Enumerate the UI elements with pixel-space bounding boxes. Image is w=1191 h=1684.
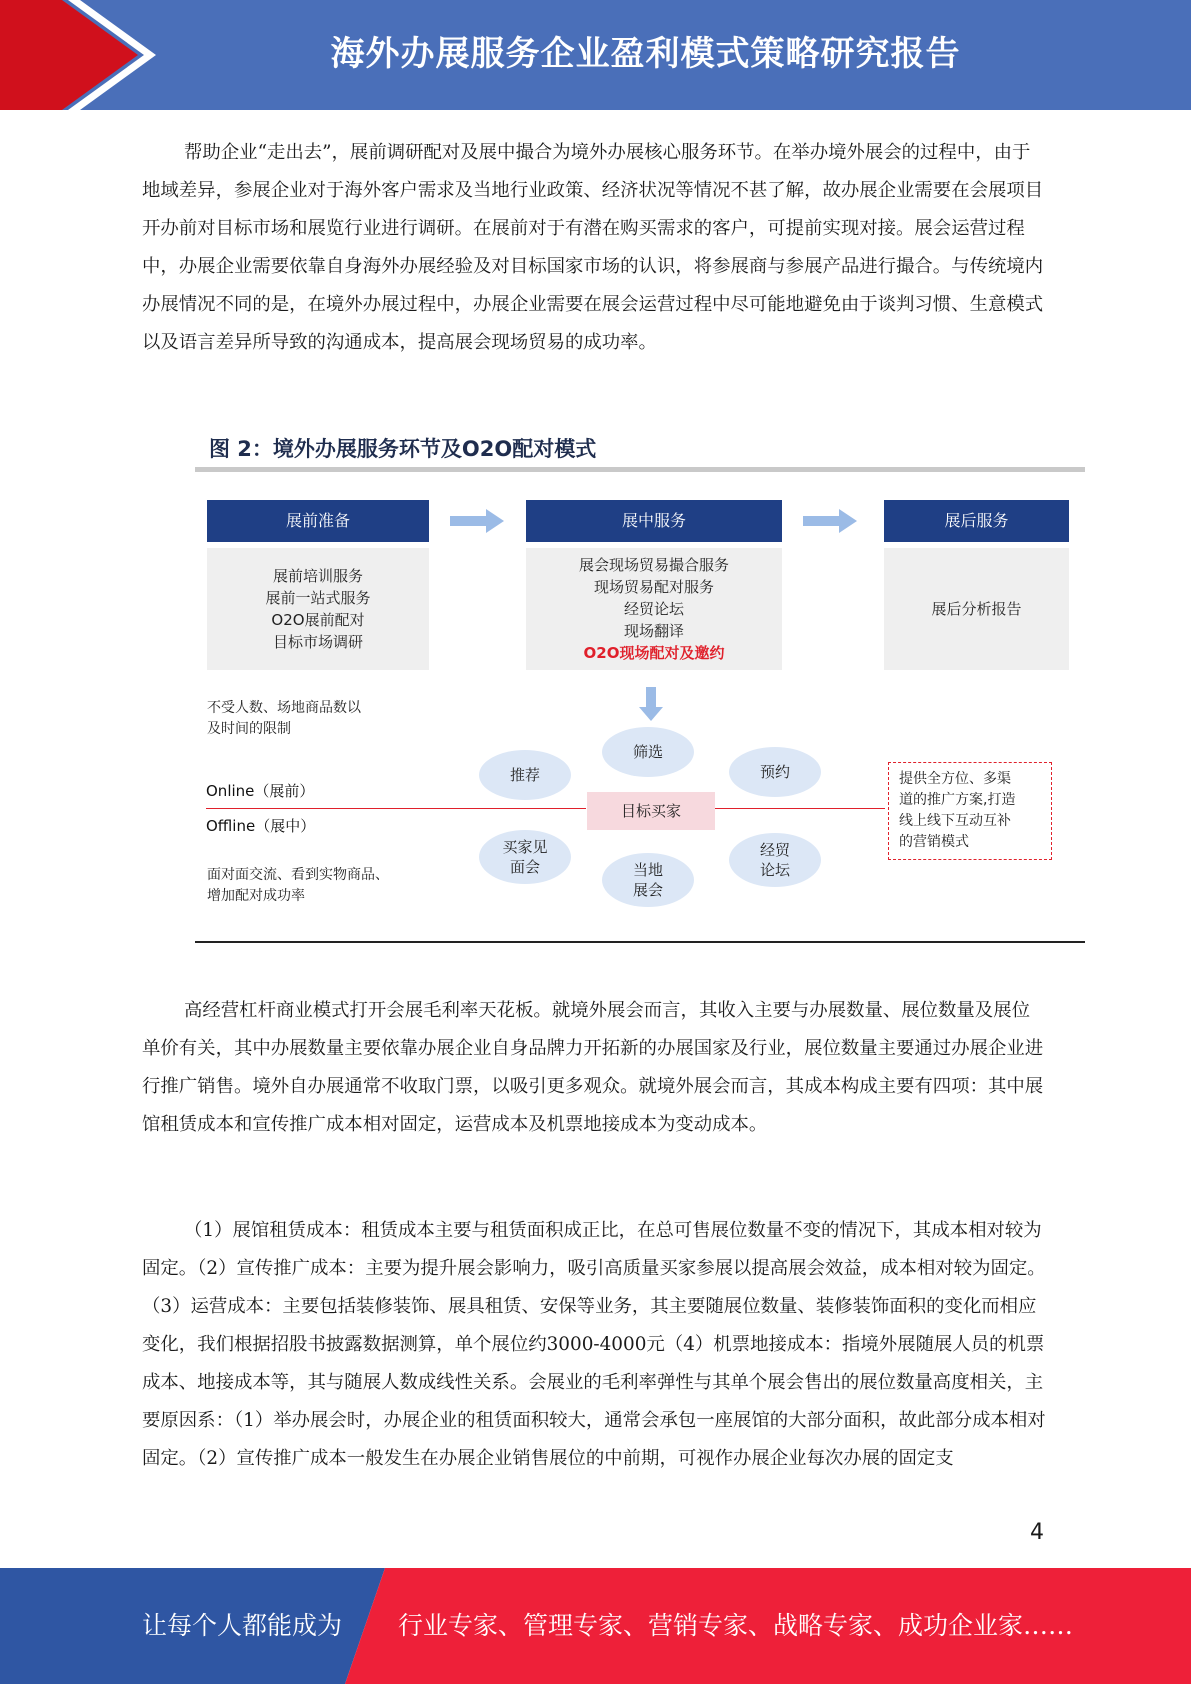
body-paragraph-1: 帮助企业“走出去”，展前调研配对及展中撮合为境外办展核心服务环节。在举办境外展会的过程中，由于地域差异，参展企业对于海外客户需求及当地行业政策、经济状况等情况不甚了解，故办展企业需要在会展项目开办前对目标市场和展览行业进行调研。在展前对于有潜在购买需求的客户，可提前实现对接。展会运营过程中，办展企业需要依靠自身海外办展经验及对目标国家市场的认识，将参展商与参展产品进行撮合。与传统境内办展情况不同的是，在境外办展过程中，办展企业需要在展会运营过程中尽可能地避免由于谈判习惯、生意模式以及语言差异所导致的沟通成本，提高展会现场贸易的成功率。 [142, 142, 1044, 353]
stage-in-show-box [526, 548, 782, 670]
stage-item: 现场贸易配对服务 [593, 578, 714, 596]
body-paragraph-2: 高经营杠杆商业模式打开会展毛利率天花板。就境外展会而言，其收入主要与办展数量、展位数量及展位单价有关，其中办展数量主要依靠办展企业自身品牌力开拓新的办展国家及行业，展位数量主要通过办展企业进行推广销售。境外自办展通常不收取门票，以吸引更多观众。就境外展会而言，其成本构成主要有四项：其中展馆租赁成本和宣传推广成本相对固定，运营成本及机票地接成本为变动成本。 [142, 1000, 1044, 1135]
page-header [0, 0, 1191, 110]
online-label: Online（展前） [206, 782, 315, 800]
stage-item-highlight: O2O现场配对及邀约 [583, 644, 725, 662]
body-paragraph-3: （1）展馆租赁成本：租赁成本主要与租赁面积成正比，在总可售展位数量不变的情况下，其成本相对较为固定。（2）宣传推广成本：主要为提升展会影响力，吸引高质量买家参展以提高展会效益，成本相对较为固定。（3）运营成本：主要包括装修装饰、展具租赁、安保等业务，其主要随展位数量、装修装饰面积的变化而相应变化，我们根据招股书披露数据测算，单个展位约3000-4000元（4）机票地接成本：指境外展随展人员的机票成本、地接成本等，其与随展人数成线性关系。会展业的毛利率弹性与其单个展会售出的展位数量高度相关，主要原因系：（1）举办展会时，办展企业的租赁面积较大，通常会承包一座展馆的大部分面积，故此部分成本相对固定。（2）宣传推广成本一般发生在办展企业销售展位的中前期，可视作办展企业每次办展的固定支 [142, 1220, 1046, 1469]
offline-label: Offline（展中） [206, 817, 316, 835]
target-buyer: 目标买家 [587, 792, 715, 830]
stage-post-show-box [884, 548, 1069, 670]
bubble-appointment: 预约 [729, 747, 821, 797]
stage-item: O2O展前配对 [271, 611, 365, 629]
figure-title: 图 2：境外办展服务环节及O2O配对模式 [209, 437, 597, 461]
arrow-right-icon [803, 509, 857, 533]
divider-line-right [715, 808, 885, 809]
bubble-buyer-meeting: 买家见 面会 [479, 830, 571, 884]
figure-top-rule [195, 467, 1085, 472]
bubble-recommend: 推荐 [479, 750, 571, 800]
offline-note: 面对面交流、看到实物商品、 增加配对成功率 [207, 867, 389, 904]
stage-item: 展后分析报告 [931, 600, 1022, 618]
stage-post-show-head: 展后服务 [884, 500, 1069, 542]
stage-pre-show-box [207, 548, 429, 670]
figure-service-o2o-model [195, 425, 1085, 945]
stage-in-show-head: 展中服务 [526, 500, 782, 542]
figure-bottom-rule [195, 941, 1085, 943]
stage-item: 展会现场贸易撮合服务 [578, 556, 729, 574]
marketing-note-box: 提供全方位、多渠 道的推广方案,打造 线上线下互动互补 的营销模式 [888, 762, 1052, 860]
stage-item: 展前培训服务 [272, 567, 363, 585]
stage-pre-show-head: 展前准备 [207, 500, 429, 542]
footer-slogan-left: 让每个人都能成为 [142, 1611, 343, 1640]
stage-item: 现场翻译 [623, 622, 684, 640]
bubble-trade-forum: 经贸 论坛 [729, 833, 821, 887]
stage-item: 经贸论坛 [623, 600, 684, 618]
arrow-down-icon [639, 687, 663, 721]
stage-item: 展前一站式服务 [265, 589, 371, 607]
stage-item: 目标市场调研 [272, 633, 363, 651]
bubble-screen: 筛选 [602, 727, 694, 777]
divider-line-left [206, 808, 586, 809]
footer-slogan-right: 行业专家、管理专家、营销专家、战略专家、成功企业家…… [398, 1611, 1074, 1640]
report-title: 海外办展服务企业盈利模式策略研究报告 [330, 34, 961, 74]
bubble-local-fair: 当地 展会 [602, 853, 694, 907]
online-note: 不受人数、场地商品数以 及时间的限制 [207, 700, 361, 737]
header-chevron-icon [0, 0, 160, 110]
page-footer [0, 1568, 1191, 1684]
page-number: 4 [1030, 1520, 1044, 1545]
arrow-right-icon [450, 509, 504, 533]
